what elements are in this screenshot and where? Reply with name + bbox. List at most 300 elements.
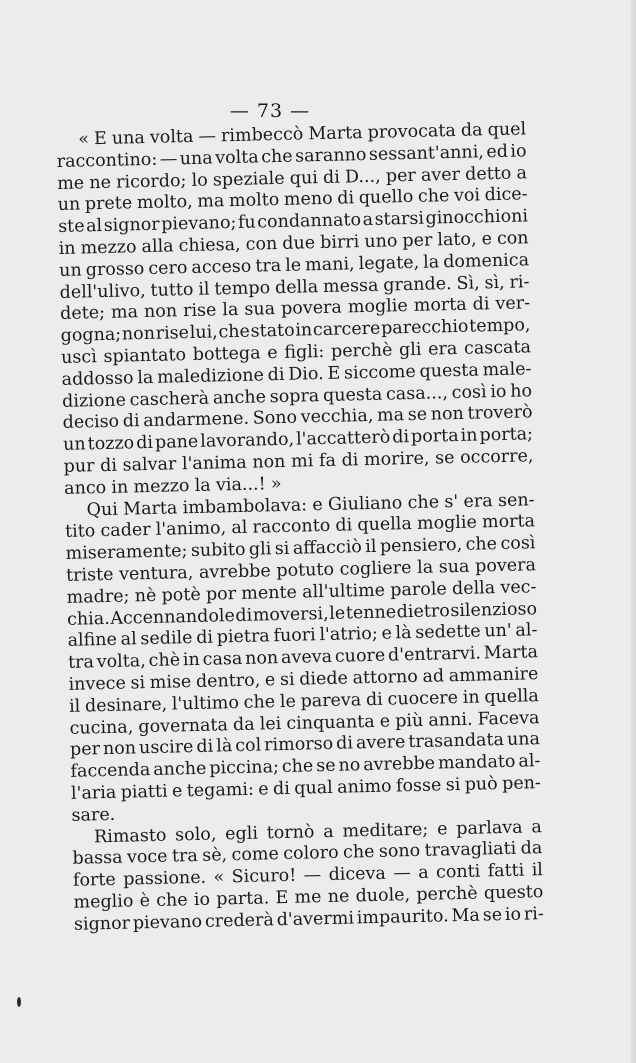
word: provocata (367, 120, 457, 143)
word: può (464, 774, 498, 795)
word: il (531, 860, 544, 881)
word: Marta (308, 123, 363, 145)
word: cero (148, 257, 188, 279)
word: e (264, 670, 276, 691)
word: qui (289, 167, 319, 189)
word: anche (212, 386, 267, 409)
page-text (56, 119, 544, 936)
word: moversi, (252, 603, 329, 626)
word: voce (126, 846, 168, 868)
word: al (120, 629, 137, 650)
word: — (159, 149, 178, 170)
word: birri (319, 232, 360, 254)
word: piccina; (209, 757, 280, 779)
word: — (393, 863, 412, 884)
word: dice- (484, 184, 528, 206)
word: si (279, 669, 295, 690)
word: in (295, 320, 313, 341)
word: triste (65, 564, 114, 586)
word: meditare; (342, 819, 429, 842)
word: di (135, 433, 154, 454)
word: dietro (396, 600, 450, 622)
word: ste (57, 216, 85, 238)
word: di (341, 450, 359, 471)
word: detto (464, 163, 512, 185)
word: da (520, 838, 543, 859)
word: ne (327, 886, 350, 907)
word: l'ultimo (171, 692, 240, 715)
word: figli: (284, 341, 325, 363)
word: cuore (334, 645, 386, 667)
word: pen- (501, 773, 542, 794)
word: al- (515, 620, 538, 642)
word: mezzo (80, 237, 137, 259)
word: uscire (138, 737, 194, 759)
word: di (322, 167, 341, 188)
word: diede (298, 668, 349, 690)
word: della (274, 276, 319, 298)
word: una (111, 127, 146, 149)
word: volta, (96, 651, 147, 673)
word: tito (64, 521, 96, 543)
word: morta (413, 295, 467, 317)
word: Faceva (477, 707, 540, 730)
word: stato (250, 320, 295, 342)
word: fatti (487, 860, 525, 882)
word: pievano; (160, 213, 237, 235)
word: questa (419, 360, 480, 382)
word: pareva (300, 689, 362, 712)
word: la (194, 475, 211, 496)
word: anche (153, 758, 207, 781)
word: crederà (204, 909, 275, 932)
word: ver- (495, 293, 531, 315)
word: è (139, 890, 151, 912)
word: parta. (216, 888, 270, 910)
word: cuocere (387, 687, 459, 710)
word: tegami: (186, 779, 255, 802)
word: non (430, 404, 465, 425)
word: io (193, 889, 211, 910)
word: tempo (214, 277, 271, 300)
word: di (235, 605, 253, 626)
word: occorre, (459, 446, 534, 468)
word: all'ultime (301, 580, 386, 603)
word: di (272, 778, 291, 800)
word: che (243, 691, 276, 713)
word: per (385, 165, 417, 187)
word: alla (141, 236, 174, 258)
word: fuori (273, 625, 316, 647)
word: di (392, 427, 410, 448)
word: se (434, 448, 455, 469)
word: la (222, 300, 239, 321)
word: che (417, 186, 450, 208)
word: un (57, 194, 81, 216)
word: l'atrio; (319, 624, 378, 646)
word: condannato (257, 210, 362, 233)
word: per (69, 739, 101, 761)
word: sua (244, 299, 276, 321)
word: parecchio (380, 316, 469, 339)
word: no (338, 755, 361, 776)
word: col (235, 735, 262, 757)
word: avere (355, 732, 406, 754)
word: piatti (120, 781, 168, 803)
word: mandato (437, 751, 516, 774)
word: dentro, (195, 670, 261, 692)
word: « (77, 129, 90, 150)
word: moglie (416, 512, 478, 535)
word: parlava (456, 817, 523, 839)
word: al- (518, 751, 541, 772)
word: casa (202, 649, 243, 670)
word: fosse (395, 775, 442, 797)
word: travagliati (424, 839, 517, 862)
word: meno (283, 189, 333, 211)
word: gli (398, 339, 422, 361)
word: casa..., (385, 382, 449, 405)
word: ed (486, 141, 509, 163)
word: molto, (136, 192, 193, 214)
word: impaurito. (356, 905, 449, 929)
word: mise (149, 671, 192, 693)
word: andarmene. (143, 409, 250, 432)
word: lei (259, 713, 282, 735)
word: lato, (437, 229, 477, 251)
word: duole, (355, 885, 411, 907)
word: avrebbe (363, 753, 436, 776)
word: aveva (280, 647, 333, 669)
word: che (218, 321, 251, 343)
word: chè (148, 650, 181, 672)
word: quel (487, 119, 527, 141)
word: cascherà (129, 388, 210, 410)
word: l'aria (70, 782, 117, 804)
word: addosso (61, 368, 134, 390)
word: questo (483, 882, 544, 904)
word: parole (390, 578, 448, 601)
word: sì, (484, 272, 505, 293)
word: cucina, (69, 716, 134, 739)
word: mi (290, 451, 314, 472)
word: là (216, 736, 233, 757)
word: ho (509, 380, 533, 402)
word: una (179, 148, 213, 169)
word: e (481, 229, 493, 250)
word: deciso (62, 412, 120, 434)
word: sono (378, 841, 421, 863)
word: d'avermi (276, 908, 355, 930)
word: povera (280, 297, 343, 320)
word: di (196, 736, 214, 758)
word: domenica (443, 250, 530, 273)
word: sessant'anni, (368, 142, 485, 165)
word: e (267, 343, 278, 364)
word: di (267, 364, 285, 386)
word: ne (89, 172, 112, 193)
word: ri- (523, 903, 545, 925)
word: dizione (61, 390, 127, 412)
word: affacciò (292, 537, 363, 559)
word: il (68, 696, 81, 717)
word: Marta (122, 497, 178, 520)
word: moglie (347, 296, 408, 318)
word: in (460, 425, 478, 447)
word: d'entrarvi. (387, 643, 482, 666)
word: pur (63, 456, 95, 477)
word: quella (484, 685, 540, 708)
word: subito (190, 539, 246, 562)
word: l'accatterò (295, 427, 391, 450)
word: morta (481, 511, 536, 533)
word: di (337, 188, 355, 210)
word: anni. (428, 709, 473, 731)
word: miseramente; (65, 541, 188, 565)
word: via...! (215, 474, 266, 496)
word: Accennandole (110, 605, 236, 629)
word: signor (103, 214, 160, 237)
word: legate, (358, 252, 420, 274)
word: Ma (451, 905, 481, 926)
word: saranno (294, 144, 367, 167)
word: un (62, 434, 86, 456)
word: se (315, 755, 336, 777)
word: e (436, 818, 448, 840)
word: speziale (212, 168, 285, 191)
word: — (303, 865, 322, 886)
word: Qui (86, 499, 119, 520)
word: di (196, 627, 214, 649)
word: in (111, 477, 129, 498)
word: fu (237, 212, 256, 234)
word: mezzo (133, 475, 190, 498)
word: sen- (497, 489, 535, 511)
word: di (365, 689, 384, 710)
word: faccenda (70, 760, 151, 782)
word: che (260, 146, 293, 168)
word: e (258, 779, 269, 800)
word: fa (318, 450, 337, 472)
word: in (58, 238, 76, 259)
word: il (365, 536, 377, 558)
word: dete; (59, 303, 106, 325)
word: vecchia, (300, 406, 374, 428)
word: sedette (415, 621, 481, 644)
word: a (531, 816, 543, 837)
word: in (462, 687, 480, 708)
word: » (270, 473, 282, 494)
word: come (231, 844, 280, 866)
word: me (294, 887, 322, 908)
word: ginocchioni (425, 206, 529, 229)
word: voi (453, 185, 481, 207)
word: qual (294, 777, 333, 799)
word: in (182, 650, 201, 671)
word: a (417, 862, 429, 884)
word: bassa (72, 847, 123, 870)
word: bottega (192, 343, 261, 365)
word: forte (72, 869, 117, 891)
word: che (156, 890, 188, 911)
word: rimbeccò (220, 124, 304, 147)
word: sopra (269, 385, 320, 407)
word: chiesa, (178, 234, 241, 257)
word: non (252, 451, 286, 473)
word: a (323, 821, 334, 842)
word: così (500, 533, 536, 555)
word: tozzo (87, 433, 135, 455)
ink-speck (17, 997, 21, 1007)
word: di (99, 455, 118, 477)
word: tra (255, 255, 282, 277)
word: por (205, 583, 237, 605)
word: grande. (383, 273, 452, 296)
word: lo (191, 170, 208, 191)
word: pievano (132, 911, 203, 934)
word: pane (154, 432, 199, 453)
word: ma (110, 302, 139, 324)
word: egli (224, 823, 259, 844)
word: lui, (189, 322, 218, 344)
word: avrebbe (198, 561, 271, 583)
word: e (312, 494, 323, 515)
word: Sono (252, 407, 298, 429)
word: Sicuro! (231, 865, 297, 888)
word: tra (67, 652, 95, 673)
word: un (58, 260, 82, 281)
word: aver (420, 164, 461, 186)
word: quella (357, 514, 413, 536)
word: perchè (330, 340, 393, 362)
word: signor (73, 913, 131, 935)
word: Dio. (288, 363, 324, 385)
word: e (171, 781, 183, 802)
word: io (510, 141, 527, 162)
page-edge (630, 0, 636, 1063)
word: male- (482, 359, 532, 381)
word: con (245, 233, 278, 255)
word: di (122, 411, 140, 432)
word: tutto (150, 279, 194, 301)
word: E (93, 128, 108, 150)
word: salvar (122, 454, 177, 476)
word: che (407, 491, 440, 513)
word: l'animo, (155, 518, 227, 541)
word: un' (484, 621, 512, 642)
word: che (281, 756, 314, 778)
word: solo, (174, 824, 217, 845)
word: uno (364, 231, 398, 253)
word: tempo, (468, 315, 531, 337)
word: mente (241, 582, 298, 604)
word: grosso (85, 258, 145, 281)
word: potè (161, 584, 201, 606)
word: io (504, 904, 522, 925)
word: la (137, 367, 154, 388)
word: raccontino: (56, 149, 158, 172)
word: trasandata (408, 730, 505, 753)
word: dell'ulivo, (59, 280, 146, 303)
word: non (102, 738, 137, 760)
word: il (198, 279, 210, 300)
word: « (213, 867, 225, 888)
word: starsi (374, 208, 425, 230)
word: a (362, 210, 374, 231)
word: da (460, 120, 483, 141)
word: pensiero, (379, 535, 463, 557)
word: volta (214, 147, 259, 169)
word: silenzioso (450, 598, 538, 621)
word: lavorando, (200, 429, 295, 452)
word: nè (134, 585, 157, 607)
word: governata (138, 714, 229, 737)
word: rise (182, 300, 217, 322)
word: al (85, 216, 103, 237)
word: potuto (276, 559, 335, 582)
word: non (121, 323, 156, 345)
word: si (130, 673, 146, 694)
word: volta (149, 126, 194, 148)
word: le (329, 603, 346, 624)
word: perchè (416, 883, 478, 905)
word: se (482, 904, 503, 926)
page-number: — 73 — (229, 100, 311, 122)
word: racconto (252, 516, 331, 538)
word: che (342, 842, 375, 863)
word: più (394, 710, 424, 731)
word: ricordo; (115, 170, 187, 193)
word: vec- (500, 576, 537, 598)
word: cascata (463, 337, 532, 359)
word: acceso (191, 256, 252, 278)
word: ri- (509, 271, 530, 293)
word: due (282, 233, 316, 254)
word: di (335, 515, 353, 537)
word: anco (63, 477, 107, 499)
word: là (395, 623, 412, 644)
word: e (381, 623, 393, 645)
word: rise (155, 323, 190, 344)
word: le (279, 691, 297, 712)
word: ma (376, 405, 405, 427)
word: tornò (266, 821, 315, 843)
word: della (451, 577, 496, 599)
word: la (416, 557, 434, 578)
word: imbambolava: (182, 494, 308, 518)
word: carcere (312, 318, 381, 341)
word: morire, (363, 448, 430, 471)
word: madre; (66, 586, 130, 608)
word: ventura, (118, 562, 194, 585)
word: pietra (216, 626, 270, 648)
word: me (56, 172, 85, 194)
word: così (451, 381, 487, 403)
word: che (465, 534, 498, 555)
word: animo (336, 776, 392, 798)
word: conti (435, 861, 481, 883)
word: maledizione (156, 365, 265, 388)
word: tra (171, 846, 199, 867)
word: uscì (60, 347, 98, 368)
word: Sì, (456, 273, 480, 294)
word: una (506, 729, 541, 751)
word: diceva (328, 863, 387, 886)
word: si (445, 774, 461, 796)
word: sare. (71, 804, 116, 826)
word: porta (410, 426, 459, 448)
word: Giuliano (327, 492, 403, 515)
